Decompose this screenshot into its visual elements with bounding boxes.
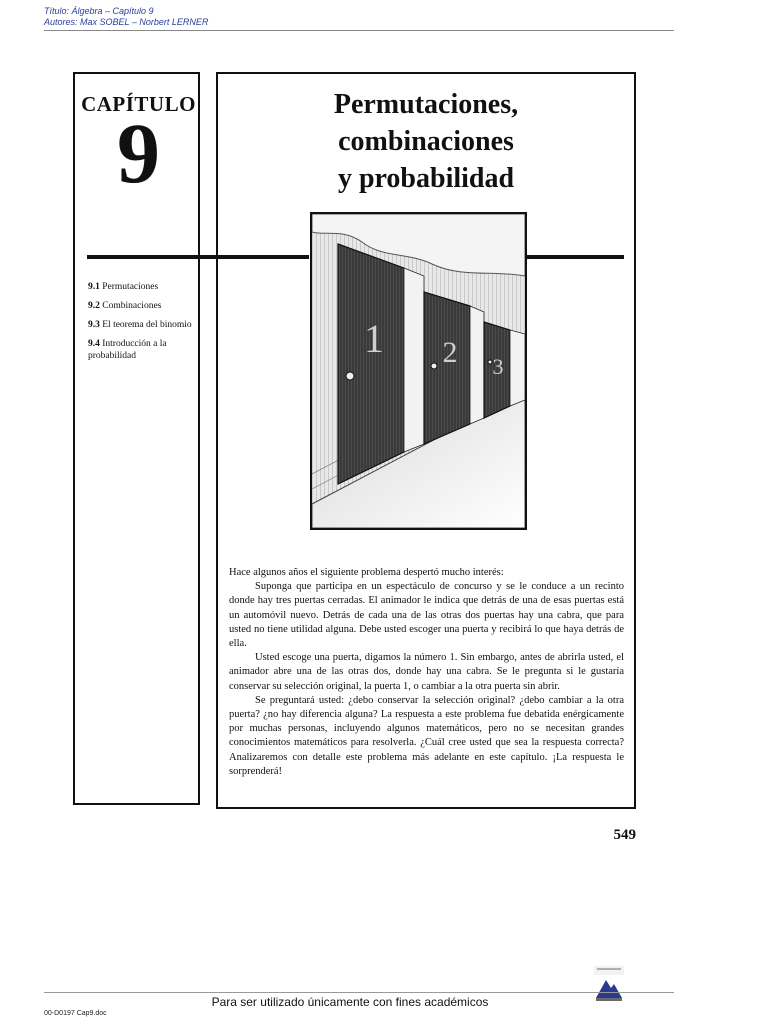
chapter-title-line: combinaciones bbox=[338, 126, 514, 157]
toc-item-number: 9.2 bbox=[88, 301, 100, 311]
door-label: 2 bbox=[442, 336, 458, 369]
chapter-introduction bbox=[229, 566, 624, 779]
intro-paragraph: Usted escoge una puerta, digamos la número 1. Sin embargo, antes de abrirla usted, el animador abre una de las otras dos, donde hay una cabra. Se le pregunta si le gustaría conservar su selección original, la puerta 1, o cambiar a la otra puerta sin abrir. bbox=[229, 652, 624, 692]
door-knob-2 bbox=[431, 363, 437, 369]
chapter-title-line: y probabilidad bbox=[337, 163, 515, 194]
toc-item-title: Combinaciones bbox=[102, 301, 162, 311]
toc-item bbox=[88, 338, 194, 362]
chapter-title bbox=[218, 86, 634, 197]
document-code: 00-D0197 Cap9.doc bbox=[44, 1010, 107, 1017]
chapter-label: CAPÍTULO bbox=[81, 92, 196, 116]
doors-drawing bbox=[312, 214, 525, 528]
door-knob-3 bbox=[488, 360, 492, 364]
footer-notice: Para ser utilizado únicamente con fines académicos bbox=[211, 995, 489, 1009]
toc-item-title: El teorema del binomio bbox=[102, 320, 192, 330]
toc-item bbox=[88, 319, 194, 331]
horizontal-rule-right bbox=[526, 255, 624, 259]
page-number: 549 bbox=[613, 827, 636, 843]
document-header bbox=[44, 6, 674, 31]
chapter-number: 9 bbox=[117, 105, 160, 201]
toc-item bbox=[88, 300, 194, 312]
chapter-sidebar bbox=[73, 72, 200, 805]
toc-item-number: 9.4 bbox=[88, 339, 100, 349]
chapter-title-line: Permutaciones, bbox=[333, 89, 519, 120]
footer-divider bbox=[44, 992, 674, 993]
document-title-line: Título: Álgebra – Capítulo 9 bbox=[44, 6, 154, 16]
toc-item-number: 9.3 bbox=[88, 320, 100, 330]
toc-item-number: 9.1 bbox=[88, 282, 100, 292]
chapter-contents bbox=[88, 281, 194, 369]
intro-paragraph: Se preguntará usted: ¿debo conservar la selección original? ¿debo cambiar a la otra puerta? ¿no hay diferencia alguna? La respuesta a este problema fue debatida enérgicamente por muchas personas, incluyendo algunos matemáticos, pero no se necesitan grandes conocimientos matemáticos para resolverla. ¿Cuál cree usted que sea la respuesta correcta? Analizaremos con detalle este problema más adelante en este capítulo. ¡La respuesta le sorprenderá! bbox=[229, 694, 624, 777]
toc-item bbox=[88, 281, 194, 293]
intro-paragraph: Hace algunos años el siguiente problema despertó mucho interés: bbox=[229, 567, 504, 578]
door-1 bbox=[338, 244, 404, 484]
door-knob-1 bbox=[346, 372, 354, 380]
three-doors-illustration bbox=[310, 212, 527, 530]
door-label: 3 bbox=[492, 354, 504, 379]
intro-paragraph: Suponga que participa en un espectáculo de concurso y se le conduce a un recinto donde hay tres puertas cerradas. El animador le indica que detrás de una de esas puertas está un automóvil nuevo. Detrás de cada una de las otras dos puertas hay una cabra, que para usted no tiene utilidad alguna. Debe usted escoger una puerta y recibirá lo que haya detrás de ella. bbox=[229, 581, 624, 650]
toc-item-title: Introducción a la probabilidad bbox=[88, 339, 167, 361]
publisher-logo-icon bbox=[594, 966, 624, 1004]
document-authors-line: Autores: Max SOBEL – Norbert LERNER bbox=[44, 17, 209, 27]
toc-item-title: Permutaciones bbox=[102, 282, 159, 292]
horizontal-rule-left bbox=[87, 255, 309, 259]
door-label: 1 bbox=[364, 316, 384, 361]
